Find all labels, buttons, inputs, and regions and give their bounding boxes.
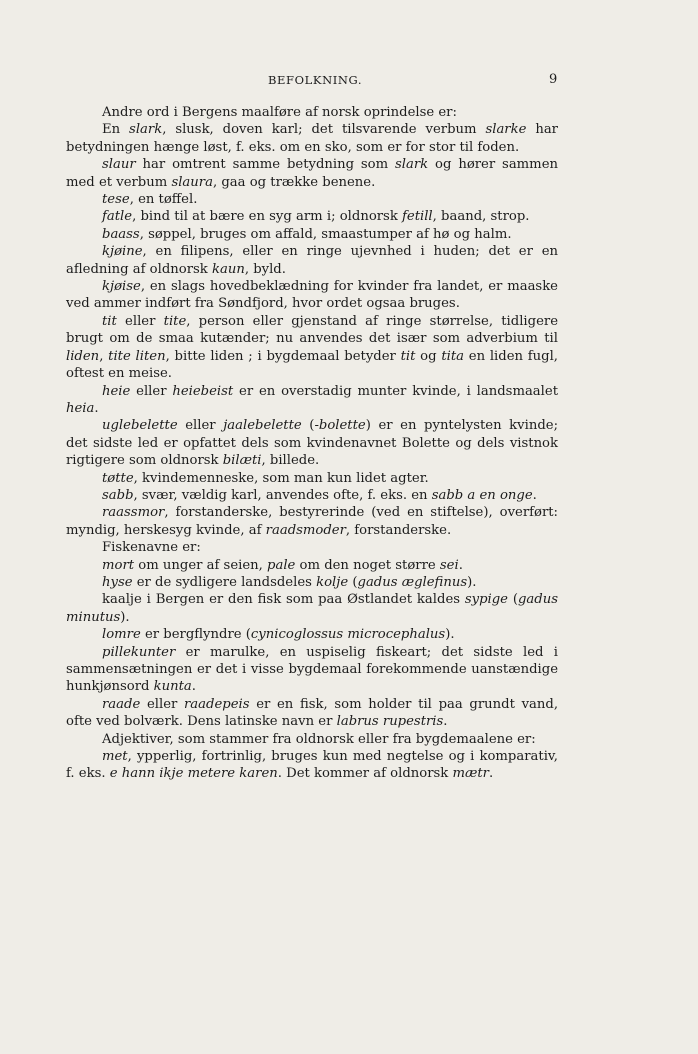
paragraph [66,417,558,469]
italic-term: heie [102,383,131,399]
italic-term: tit [102,313,117,329]
text-run: er bergflyndre ( [140,627,251,643]
paragraph [66,487,558,504]
paragraph [66,644,558,696]
italic-term: gadus minutus [66,592,558,625]
paragraph [66,191,558,208]
italic-term: tita [441,348,464,364]
text-run: , søppel, bruges om affald, smaastumper af hø og halm. [139,226,512,242]
text-run: er en fisk, som holder til paa grundt vand, ofte ved bolværk. Dens latinske navn er [66,696,559,730]
italic-term: met [102,749,128,765]
paragraph [66,470,558,487]
text-run: og [415,348,442,364]
italic-term: slark [395,157,429,173]
italic-term: slaura [171,174,213,190]
body-text [66,104,558,783]
italic-term: sypige [464,592,508,608]
paragraph [66,156,558,191]
text-run: , person eller gjenstand af ringe størrelse, tidligere brugt om de smaa kutænder; nu anvendes det især som adverbium til [66,313,559,347]
text-run: Adjektiver, som stammer fra oldnorsk eller fra bygdemaalene er: [102,731,536,747]
italic-term: pale [267,557,296,573]
text-run: og hører sammen med et verbum [66,157,558,190]
italic-term: raadsmoder [265,522,346,538]
text-run: . [443,714,448,730]
paragraph [66,243,558,278]
text-run: , bitte liden ; i bygdemaal betyder [165,348,401,364]
paragraph [66,557,558,574]
italic-term: e hann ikje metere karen [109,766,278,782]
text-run: eller [130,383,173,399]
text-run: , gaa og trække benene. [212,174,376,190]
italic-term: tøtte [102,470,134,486]
text-run: er en overstadig munter kvinde, i landsmaalet [233,383,558,399]
italic-term: kolje [316,574,349,590]
text-run: , baand, strop. [432,209,530,225]
italic-term: kjøine [102,244,143,260]
text-run: ). [467,574,477,590]
text-run: om den noget større [295,557,440,573]
text-run: eller [177,418,224,434]
italic-term: tite liten [108,348,166,364]
text-run: ). [120,609,130,625]
text-run: . Det kommer af oldnorsk [277,766,453,782]
paragraph [66,574,558,591]
italic-term: hyse [102,574,133,590]
italic-term: tit [400,348,416,364]
paragraph [66,748,558,783]
text-run: . [94,400,99,416]
text-run: har betydningen hænge løst, f. eks. om en sko, som er for stor til foden. [66,122,558,155]
running-title: BEFOLKNING. [268,73,363,87]
paragraph [66,504,558,539]
text-run: En [102,122,130,138]
text-run: , bind til at bære en syg arm i; oldnorsk [132,209,403,225]
text-run: er marulke, en uspiselig fiskeart; det sidste led i sammensætningen er det i visse bygdemaal forekommende uanstændige hunkjønsord [66,644,558,695]
italic-term: bilæti [222,453,262,469]
text-run: , svær, vældig karl, anvendes ofte, f. eks. en [133,487,432,503]
italic-term: fatle [102,209,133,225]
paragraph [66,226,558,243]
text-run: Andre ord i Bergens maalføre af norsk oprindelse er: [102,105,457,120]
text-run: , en filipens, eller en ringe ujevnhed i huden; det er en afledning af oldnorsk [66,244,558,277]
italic-term: raade [102,696,141,712]
paragraph [66,539,558,556]
paragraph [66,591,558,626]
page-number: 9 [549,72,558,87]
italic-term: pillekunter [102,644,176,660]
paragraph [66,313,558,383]
italic-term: slaur [102,157,136,173]
paragraph [66,696,558,731]
text-run: ). [445,627,455,643]
italic-term: raassmor [102,505,165,521]
text-run: , billede. [261,453,320,469]
paragraph [66,278,558,313]
italic-term: heiebeist [172,383,234,399]
text-run: ( [348,574,358,590]
italic-term: lomre [102,627,141,643]
text-run: en liden fugl, oftest en meise. [66,348,558,382]
text-run: ) er en pyntelysten kvinde; det sidste led er opfattet dels som kvindenavnet Bolette og dels vistnok rigtigere som oldnorsk [66,418,559,469]
text-run: , forstanderske, bestyrerinde (ved en stiftelse), overført: myndig, herskesyg kvinde, af [66,505,558,538]
italic-term: raadepeis [184,696,250,712]
text-run: ( [507,592,518,608]
italic-term: jaalebelette [223,418,302,434]
italic-term: tite [163,313,187,329]
italic-term: gadus æglefinus [357,574,468,590]
text-run: , [99,348,109,364]
italic-term: heia [66,400,95,416]
text-run: , en slags hovedbeklædning for kvinder fra landet, er maaske ved ammer indført fra Søndfjord, hvor ordet ogsaa bruges. [66,279,558,312]
italic-term: slark [129,122,163,138]
text-run: , slusk, doven karl; det tilsvarende verbum [162,122,486,138]
italic-term: fetill [402,209,433,225]
paragraph [66,626,558,643]
text-run: eller [140,696,184,712]
text-run: om unger af seien, [134,557,268,573]
italic-term: labrus rupestris [336,714,444,730]
text-run: har omtrent samme betydning som [135,157,396,173]
text-run: , byld. [244,261,286,277]
paragraph [66,104,558,121]
italic-term: sabb a en onge [431,487,533,503]
italic-term: -bolette [314,418,366,434]
italic-term: kunta [153,679,192,695]
text-run: . [488,766,494,782]
text-run: kaalje i Bergen er den fisk som paa Østlandet kaldes [102,592,465,608]
paragraph [66,731,558,748]
italic-term: tese [102,192,130,208]
italic-term: mort [102,557,135,573]
text-run: eller [116,313,164,329]
paragraph [66,383,558,418]
italic-term: sei [439,557,459,573]
italic-term: uglebelette [102,418,178,434]
text-run: , forstanderske. [345,522,452,538]
paragraph [66,121,558,156]
text-run: . [532,487,537,503]
text-run: er de sydligere landsdeles [132,574,317,590]
italic-term: kaun [211,261,245,277]
italic-term: cynicoglossus microcephalus [250,627,446,643]
italic-term: slarke [485,122,527,138]
text-run: . [458,557,463,573]
italic-term: kjøise [102,279,141,295]
paragraph [66,208,558,225]
italic-term: mætr [452,766,489,782]
text-run: . [191,679,196,695]
text-run: , kvindemenneske, som man kun lidet agter. [133,470,429,486]
italic-term: liden [66,348,100,364]
italic-term: sabb [102,487,134,503]
text-run: Fiskenavne er: [102,540,201,556]
text-run: , ypperlig, fortrinlig, bruges kun med negtelse og i komparativ, f. eks. [66,749,558,782]
text-run: ( [301,418,315,434]
text-run: , en tøffel. [129,192,198,208]
italic-term: baass [102,226,140,242]
